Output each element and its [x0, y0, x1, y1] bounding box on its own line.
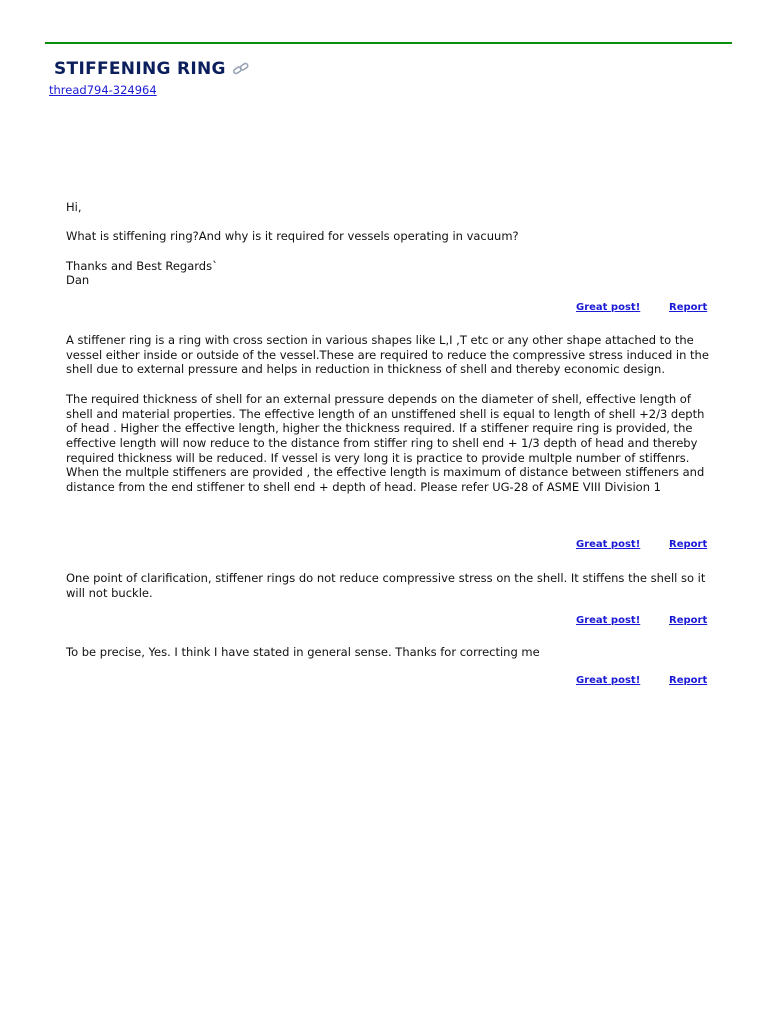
post-paragraph: Hi,: [66, 200, 82, 214]
post-actions: [560, 675, 710, 689]
post-2: [66, 333, 716, 495]
report-button[interactable]: Report: [669, 615, 708, 626]
great-post-button[interactable]: Great post!: [576, 615, 641, 626]
report-button[interactable]: Report: [669, 302, 708, 313]
post-1: [66, 200, 716, 288]
thread-title: STIFFENING RING: [54, 59, 226, 79]
post-actions: [560, 539, 710, 553]
post-paragraph: The required thickness of shell for an external pressure depends on the diameter of shell, effective length of shell and material properties. The effective length of an unstiffened shell is equal to length of shell +2/3 depth of head . Higher the effective length, higher the thickness required. If a stiffener require ring is provided, the effective length will now reduce to the distance from stiffer ring to shell end + 1/3 depth of head and thereby required thickness will be reduced. If vessel is very long it is practice to provide multple number of stiffenrs. When the multple stiffeners are provided , the effective length is maximum of distance between stiffeners and distance from the end stiffener to shell end + depth of head. Please refer UG-28 of ASME VIII Division 1: [66, 391, 705, 495]
report-button[interactable]: Report: [669, 675, 708, 686]
post-paragraph: Thanks and Best Regards`: [66, 258, 218, 273]
header-divider: [45, 42, 732, 44]
great-post-button[interactable]: Great post!: [576, 675, 641, 686]
thread-id-link[interactable]: thread794-324964: [49, 83, 157, 97]
post-paragraph: A stiffener ring is a ring with cross section in various shapes like L,I ,T etc or any other shape attached to the vessel either inside or outside of the vessel.These are required to reduce the compressive stress induced in the shell due to external pressure and helps in reduction in thickness of shell and thereby economic design.: [66, 333, 709, 377]
great-post-button[interactable]: Great post!: [576, 539, 641, 550]
link-icon[interactable]: [232, 62, 250, 76]
thread-header: [54, 58, 250, 80]
post-4: [66, 645, 716, 660]
post-paragraph: What is stiffening ring?And why is it required for vessels operating in vacuum?: [66, 229, 519, 244]
great-post-button[interactable]: Great post!: [576, 302, 641, 313]
post-paragraph: To be precise, Yes. I think I have stated in general sense. Thanks for correcting me: [66, 645, 540, 659]
post-paragraph: One point of clarification, stiffener rings do not reduce compressive stress on the shell. It stiffens the shell so it will not buckle.: [66, 571, 706, 600]
post-3: [66, 571, 716, 600]
report-button[interactable]: Report: [669, 539, 708, 550]
post-actions: [560, 615, 710, 629]
post-paragraph: Dan: [66, 273, 90, 288]
post-actions: [560, 302, 710, 316]
